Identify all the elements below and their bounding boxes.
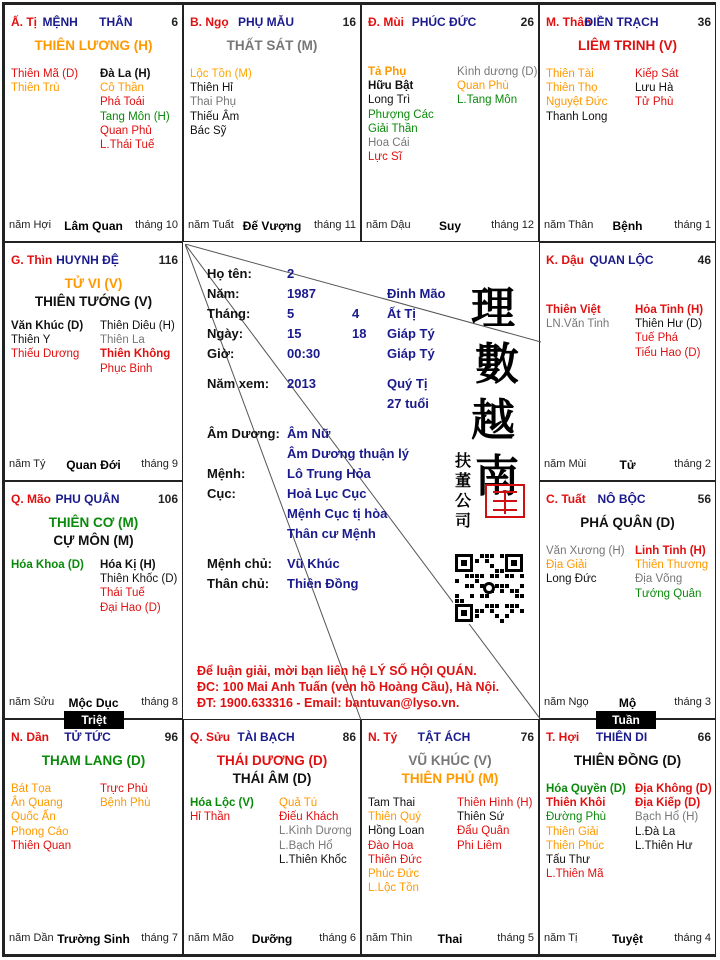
minor-stars-left [546,544,625,587]
minor-stars-left [190,796,254,824]
minor-star: Giải Thần [368,122,418,135]
info-value: Thân cư Mệnh [287,526,376,541]
minor-star: L.Thái Tuế [100,139,155,152]
palace-header [190,730,356,746]
info-label: Năm xem: [207,376,270,391]
minor-star: Phục Binh [100,362,153,375]
minor-star: L.Bạch Hổ [279,839,333,852]
info-canchi: Quý Tị [387,376,428,391]
minor-star: Quốc Ấn [11,811,56,824]
palace-year: năm Thìn [366,932,413,944]
info-value: Hoả Lục Cục [287,486,367,501]
palace-can-chi: Q. Mão [11,492,52,506]
palace-header [11,15,178,31]
info-value: 2013 [287,376,316,391]
minor-stars-right [100,558,177,615]
palace-stage: Suy [438,219,461,233]
palace-number: 6 [171,15,178,29]
seal-stamp [485,484,525,518]
minor-star: Tướng Quân [635,587,702,600]
minor-star: Điếu Khách [279,811,339,824]
minor-star: Thiên Diêu (H) [100,320,175,332]
palace-month: tháng 4 [674,932,711,944]
minor-stars-left [546,782,626,881]
info-label: Ngày: [207,326,244,341]
minor-star: Địa Võng [635,573,683,586]
main-stars [188,752,356,788]
contact-line: ĐT: 1900.633316 - Email: bantuvan@lyso.vn. [197,696,460,710]
minor-star: Đại Hao (D) [100,601,161,614]
main-star: VŨ KHÚC (V) [408,753,492,768]
minor-star: Bát Tọa [11,783,52,795]
info-canchi: Giáp Tý [387,346,435,361]
main-star: THIÊN ĐỒNG (D) [573,753,682,768]
main-stars [9,275,178,311]
palace-can-chi: K. Dậu [546,253,585,267]
palace-stage: Lâm Quan [64,219,123,233]
minor-star: Thai Phụ [190,96,237,109]
minor-stars-right [100,319,175,376]
minor-stars-left [368,796,424,895]
minor-star: Thiên Quan [11,839,72,852]
minor-star: Hóa Lộc (V) [190,797,254,809]
minor-star: Hồng Loan [368,825,425,838]
info-label: Mệnh chủ: [207,556,272,571]
minor-stars-left [11,67,78,95]
palace-stage: Mộ [618,696,637,710]
palace-can-chi: C. Tuất [546,492,586,506]
minor-star: Thiên Tài [546,68,594,80]
minor-star: Ân Quang [11,797,63,810]
info-value: Thiên Đồng [287,576,359,591]
palace-header [11,253,178,269]
info-value: 00:30 [287,346,321,361]
minor-star: Nguyệt Đức [546,96,608,109]
horoscope-chart [2,2,716,957]
info-canchi: Giáp Tý [387,326,435,341]
info-label: Thân chủ: [207,576,270,591]
minor-star: Văn Khúc (D) [11,320,84,332]
minor-star: Địa Không (D) [635,783,712,795]
palace-number: 36 [697,15,711,29]
palace-name: NÔ BỘC [597,492,646,506]
main-stars [544,514,711,532]
minor-star: Kình dương (D) [457,66,538,78]
minor-star: Tang Môn (H) [100,110,170,123]
info-value: 1987 [287,286,316,301]
minor-star: Tam Thai [368,797,416,809]
minor-star: Thiên Mã (D) [11,68,79,80]
tag-tuan: Tuần [596,711,656,729]
calligraphy-char: 數 [475,339,519,390]
palace-name: THIÊN DI [595,730,648,744]
minor-star: Bạch Hổ (H) [635,811,699,824]
palace-month: tháng 1 [674,219,711,231]
minor-stars-left [11,782,71,853]
minor-star: Thiên Không [100,348,171,361]
palace-month: tháng 11 [313,219,356,231]
minor-star: Tả Phụ [368,66,407,78]
minor-star: Thiên Giải [546,825,599,838]
calligraphy-char: 越 [471,395,515,446]
palace-stage: Đế Vượng [242,219,302,233]
palace-name: HUYNH ĐỆ [56,253,119,267]
palace-footer [188,932,356,946]
minor-stars-left [190,67,252,138]
palace-number: 46 [697,253,711,267]
minor-stars-right [457,796,532,853]
minor-star: L.Kình Dương [279,825,352,838]
minor-star: Hỉ Thần [190,811,231,824]
palace-year: năm Tuất [188,219,234,231]
info-label: Họ tên: [207,266,252,281]
palace-cell-hoi [539,719,716,955]
palace-cell-mao [4,481,183,719]
palace-stage: Thai [437,932,463,946]
minor-star: Cô Thần [100,82,144,95]
palace-number: 26 [520,15,534,29]
info-value: Vũ Khúc [287,556,340,571]
minor-star: Đào Hoa [368,839,414,852]
contact-line: Để luận giải, mời bạn liên hệ LÝ SỐ HỘI QUÁN. [197,664,477,678]
palace-month: tháng 10 [135,219,178,231]
minor-star: Tiểu Hao (D) [635,346,701,359]
palace-header [546,15,711,31]
palace-footer [544,458,711,472]
palace-year: năm Tị [544,932,578,944]
palace-cell-suu [183,719,361,955]
palace-header [368,730,534,746]
palace-stage: Bệnh [612,219,643,233]
minor-star: Hoa Cái [368,137,410,150]
minor-star: Phi Liêm [457,839,502,852]
palace-can-chi: T. Hợi [546,730,580,744]
minor-star: Thiên Khốc (D) [100,573,178,586]
minor-stars-right [635,544,708,601]
minor-star: Phong Cáo [11,825,69,838]
main-star: THÁI ÂM (D) [232,771,312,786]
main-stars [544,37,711,55]
minor-star: Thiên Hình (H) [457,797,533,809]
palace-cell-thin [4,242,183,481]
main-star: PHÁ QUÂN (D) [580,515,675,530]
minor-star: Thiên Đức [368,853,422,866]
main-star: THIÊN PHỦ (M) [401,771,499,786]
palace-can-chi: M. Thân [546,15,592,29]
palace-year: năm Sửu [9,696,55,708]
info-label: Giờ: [207,346,235,361]
info-value: Lô Trung Hỏa [287,466,371,481]
minor-star: L.Đà La [635,825,676,838]
palace-number: 66 [697,730,711,744]
palace-name: TÀI BẠCH [237,730,295,744]
info-label: Âm Dương: [207,426,280,441]
minor-star: Quả Tú [279,797,318,809]
minor-star: LN.Văn Tinh [546,318,610,331]
minor-star: Thái Tuế [100,587,145,600]
palace-name: TỬ TỨC [64,730,111,744]
minor-stars-left [11,558,84,572]
info-lunar: 4 [352,306,360,321]
minor-star: Thiên Hỉ [190,82,233,95]
palace-can-chi: N. Dần [11,730,50,744]
palace-year: năm Mão [188,932,234,944]
main-stars [188,37,356,55]
palace-footer [188,219,356,233]
palace-can-chi: B. Ngọ [190,15,229,29]
palace-header [11,492,178,508]
main-star: LIÊM TRINH (V) [578,38,677,53]
palace-name: TẬT ÁCH [417,730,471,744]
minor-stars-right [635,782,712,853]
minor-stars-left [546,67,607,124]
minor-star: Hữu Bật [368,80,414,93]
info-canchi: Đinh Mão [387,286,446,301]
minor-star: L.Thiên Mã [546,868,604,881]
palace-cell-ngo [183,4,361,242]
palace-number: 116 [158,253,178,267]
main-stars [544,752,711,770]
minor-star: Hóa Quyền (D) [546,783,626,795]
info-label: Tháng: [207,306,251,321]
palace-cell-ty [4,4,183,242]
minor-star: L.Lộc Tồn [368,882,419,895]
palace-header [368,15,534,31]
minor-star: Phúc Đức [368,868,420,881]
palace-year: năm Ngọ [544,696,589,708]
palace-cell-tuat [539,481,716,719]
main-star: THÁI DƯƠNG (D) [216,753,328,768]
minor-star: Thiên Hư (D) [635,318,703,331]
palace-can-chi: G. Thìn [11,253,53,267]
minor-star: Phá Toái [100,96,145,109]
palace-name: QUAN LỘC [589,253,654,267]
minor-stars-right [635,67,678,110]
palace-month: tháng 7 [141,932,178,944]
palace-month: tháng 6 [319,932,356,944]
main-star: THIÊN TƯỚNG (V) [34,294,153,309]
calligraphy-char: 理 [471,283,515,334]
main-star: THẤT SÁT (M) [226,38,318,53]
minor-star: Kiếp Sát [635,68,679,80]
palace-name: PHU QUÂN [55,492,120,506]
palace-header [546,730,711,746]
palace-year: năm Tý [9,458,46,470]
info-canchi: Ất Tị [387,306,416,321]
info-value: 15 [287,326,302,341]
minor-stars-right [100,67,170,152]
minor-star: L.Tang Môn [457,94,518,107]
palace-footer [9,696,178,710]
palace-header [546,492,711,508]
vertical-small-char: 扶 [455,451,472,470]
minor-star: Long Trì [368,94,411,107]
main-star: CỰ MÔN (M) [53,533,134,548]
palace-month: tháng 8 [141,696,178,708]
palace-number: 56 [697,492,711,506]
main-star: THAM LANG (D) [41,753,146,768]
calligraphy-char: 南 [475,451,519,502]
than-marker: THÂN [99,15,133,29]
palace-footer [544,932,711,946]
minor-star: Long Đức [546,573,597,586]
palace-month: tháng 2 [674,458,711,470]
main-star: TỬ VI (V) [64,276,123,291]
palace-year: năm Hợi [9,219,52,231]
palace-can-chi: Q. Sửu [190,730,231,744]
minor-star: Linh Tinh (H) [635,545,706,557]
palace-name: PHÚC ĐỨC [411,15,477,29]
minor-star: Địa Kiếp (D) [635,797,701,810]
minor-star: Bệnh Phù [100,797,151,810]
palace-footer [9,932,178,946]
palace-month: tháng 12 [491,219,534,231]
minor-stars-left [11,319,83,362]
palace-footer [544,219,711,233]
minor-stars-right [457,65,537,108]
palace-cell-mui [361,4,539,242]
minor-star: Tử Phù [635,96,674,109]
info-label: Mệnh: [207,466,246,481]
vertical-small-char: 司 [455,511,472,530]
palace-month: tháng 9 [141,458,178,470]
palace-cell-than [539,4,716,242]
palace-cell-dan [4,719,183,955]
main-stars [9,37,178,55]
minor-star: Quan Phủ [100,124,152,137]
palace-stage: Trường Sinh [57,932,130,946]
minor-star: Hóa Kị (H) [100,559,156,571]
minor-star: Thiên Sứ [457,811,505,824]
info-value: 5 [287,306,295,321]
minor-star: Lực Sĩ [368,151,402,164]
minor-star: Trực Phù [100,783,148,795]
minor-star: Địa Giải [546,559,587,572]
minor-star: Thiên Thương [635,559,709,572]
center-info-panel [185,244,541,720]
minor-star: Thiên Trù [11,82,60,95]
age: 27 tuổi [387,396,429,411]
minor-star: Thiên La [100,334,145,347]
palace-year: năm Mùi [544,458,587,470]
info-label: Cục: [207,486,236,501]
palace-year: năm Dần [9,932,54,944]
palace-name: ĐIỀN TRẠCH [584,15,659,29]
info-value: Âm Dương thuận lý [287,446,409,461]
palace-name: MỆNH THÂN [42,15,133,29]
palace-month: tháng 5 [497,932,534,944]
palace-header [546,253,711,269]
palace-footer [366,932,534,946]
palace-can-chi: Đ. Mùi [368,15,404,29]
main-stars [9,514,178,550]
minor-star: Tuế Phá [635,332,679,345]
qr-code [453,552,525,624]
minor-star: Tấu Thư [546,854,590,867]
minor-star: Văn Xương (H) [546,545,625,557]
minor-stars-right [279,796,352,867]
info-lunar: 18 [352,326,367,341]
info-value: Âm Nữ [287,426,331,441]
palace-number: 96 [164,730,178,744]
minor-star: L.Thiên Khốc [279,853,347,866]
info-value: 2 [287,266,295,281]
minor-star: Thiên Việt [546,304,601,316]
minor-stars-left [368,65,434,164]
minor-star: Thiên Y [11,334,51,347]
minor-star: Thiếu Âm [190,110,240,123]
minor-star: Hóa Khoa (D) [11,559,84,571]
main-stars [9,752,178,770]
palace-number: 76 [520,730,534,744]
minor-star: Hỏa Tinh (H) [635,304,704,316]
palace-year: năm Dậu [366,219,411,231]
info-label: Năm: [207,286,240,301]
minor-star: Phượng Các [368,108,434,121]
contact-line: ĐC: 100 Mai Anh Tuấn (ven hồ Hoàng Cầu), Hà Nội. [197,680,500,694]
minor-star: Đẩu Quân [457,825,510,838]
palace-footer [9,458,178,472]
minor-star: Đường Phù [546,811,606,824]
minor-star: Thiên Khôi [546,797,606,810]
palace-number: 86 [342,730,356,744]
palace-stage: Tuyệt [611,932,644,946]
main-star: THIÊN LƯƠNG (H) [34,38,153,53]
minor-star: Thiên Phúc [546,839,605,852]
main-star: THIÊN CƠ (M) [48,515,139,530]
palace-footer [544,696,711,710]
palace-header [11,730,178,746]
palace-footer [9,219,178,233]
minor-star: Đà La (H) [100,68,151,80]
minor-stars-left [546,303,609,331]
minor-star: Quan Phù [457,80,509,93]
palace-can-chi: N. Tý [368,730,398,744]
minor-star: Thiên Quý [368,811,422,824]
palace-number: 16 [342,15,356,29]
minor-stars-right [100,782,151,810]
palace-cell-dau [539,242,716,481]
palace-month: tháng 3 [674,696,711,708]
minor-star: Bác Sỹ [190,124,227,137]
palace-stage: Tử [619,458,636,472]
minor-star: Thanh Long [546,110,608,123]
vertical-small-char: 公 [455,491,472,510]
minor-star: Lộc Tồn (M) [190,68,252,80]
palace-number: 106 [157,492,178,506]
minor-star: Thiếu Dương [11,348,80,361]
palace-name: PHỤ MẪU [238,15,294,29]
minor-stars-right [635,303,703,360]
palace-year: năm Thân [544,219,594,231]
palace-cell-ty2 [361,719,539,955]
palace-stage: Quan Đới [66,458,121,472]
minor-star: Lưu Hà [635,82,674,95]
minor-star: Thiên Thọ [546,82,598,95]
palace-can-chi: Ấ. Tị [11,15,37,29]
palace-header [190,15,356,31]
vertical-small-char: 董 [455,471,472,490]
tag-triet: Triệt [64,711,124,729]
info-value: Mệnh Cục tị hòa [287,506,388,521]
main-stars [366,752,534,788]
palace-stage: Dưỡng [251,932,293,946]
palace-footer [366,219,534,233]
minor-star: L.Thiên Hư [635,839,693,852]
palace-stage: Mộc Dục [68,696,119,710]
